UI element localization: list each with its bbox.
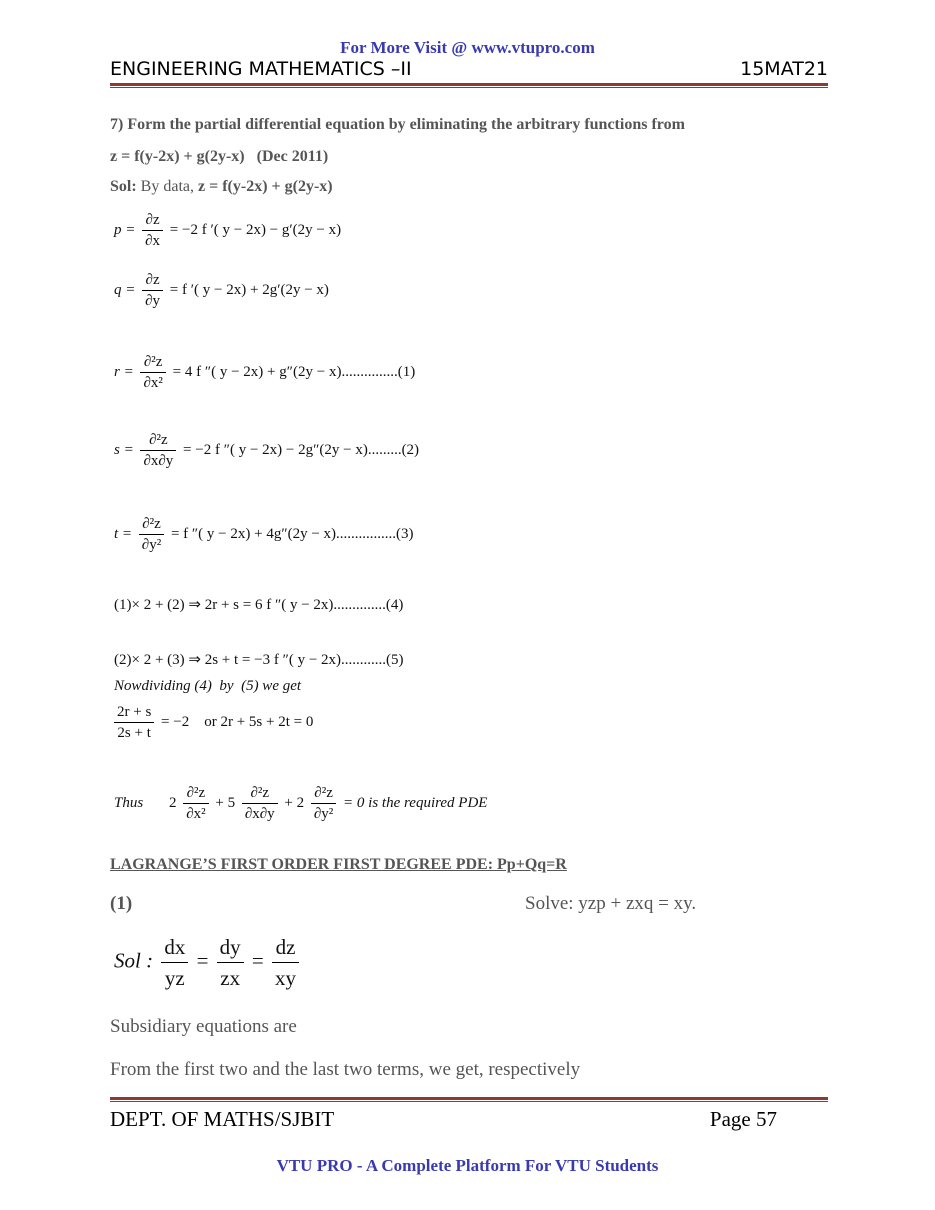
thus-den-1: ∂x²	[186, 806, 206, 822]
eq-s-frac	[140, 430, 176, 471]
example-number: (1)	[110, 893, 133, 914]
eq-p-den: ∂x	[145, 233, 161, 249]
eq-q-den: ∂y	[145, 293, 161, 309]
sol-text: By data,	[136, 178, 198, 195]
sol-label: Sol:	[110, 178, 137, 195]
thus-coef-2: + 5	[215, 794, 236, 811]
thus-frac-1	[183, 783, 208, 824]
footer-page-number: Page 57	[709, 1107, 777, 1131]
lagrange-section-title: LAGRANGE’S FIRST ORDER FIRST DEGREE PDE: Pp+Qq=R	[110, 856, 567, 873]
top-link[interactable]: For More Visit @ www.vtupro.com	[340, 38, 595, 57]
eq-r-lhs: r =	[114, 363, 134, 380]
thus-num-2: ∂²z	[242, 783, 278, 804]
eq-q-lhs: q =	[114, 281, 136, 298]
thus-frac-3	[311, 783, 336, 824]
subsidiary-eq	[114, 932, 302, 993]
eq-r-den: ∂x²	[143, 375, 163, 391]
sub-num-1: dx	[161, 932, 188, 963]
sub-den-2: zx	[220, 966, 241, 990]
eq-ratio	[114, 702, 313, 743]
eq-t	[114, 514, 414, 555]
eq-t-lhs: t =	[114, 525, 133, 542]
sub-den-1: yz	[164, 966, 185, 990]
eq-s	[114, 430, 419, 471]
thus-coef-1: 2	[168, 794, 177, 811]
eq-s-num: ∂²z	[140, 430, 176, 451]
footer-rule	[110, 1097, 828, 1102]
problem-statement: 7) Form the partial differential equation by eliminating the arbitrary functions from	[110, 116, 685, 133]
eq-s-lhs: s =	[114, 441, 134, 458]
solution-intro	[110, 178, 333, 196]
problem-function: z = f(y-2x) + g(2y-x) (Dec 2011)	[110, 148, 329, 165]
sub-eq-2: =	[251, 948, 264, 973]
eq-r	[114, 352, 415, 393]
sub-frac-1	[161, 932, 188, 993]
sub-eq-1: =	[196, 948, 209, 973]
sub-frac-2	[217, 932, 244, 993]
example-question: Solve: yzp + zxq = xy.	[525, 893, 697, 914]
thus-num-3: ∂²z	[311, 783, 336, 804]
thus-frac-2	[242, 783, 278, 824]
sub-den-3: xy	[275, 966, 297, 990]
eq-q-frac	[142, 270, 163, 311]
header-title: ENGINEERING MATHEMATICS –II	[110, 58, 412, 80]
eq-r-frac	[140, 352, 165, 393]
eq-t-frac	[139, 514, 164, 555]
header-rule	[110, 83, 828, 88]
eq-r-num: ∂²z	[140, 352, 165, 373]
header-code: 15MAT21	[740, 58, 828, 80]
sub-num-3: dz	[272, 932, 299, 963]
ratio-frac	[114, 702, 154, 743]
ratio-rhs: = −2 or 2r + 5s + 2t = 0	[161, 713, 314, 730]
thus-rhs: = 0 is the required PDE	[343, 794, 488, 811]
terms-text: From the first two and the last two terms, we get, respectively	[110, 1059, 581, 1080]
footer-dept: DEPT. OF MATHS/SJBIT	[110, 1107, 335, 1131]
eq-p	[114, 210, 341, 251]
thus-num-1: ∂²z	[183, 783, 208, 804]
eq-p-lhs: p =	[114, 221, 136, 238]
footer-link[interactable]: VTU PRO - A Complete Platform For VTU Students	[276, 1156, 659, 1175]
eq-p-frac	[142, 210, 163, 251]
dividing-note: Nowdividing (4) by (5) we get	[114, 678, 302, 694]
eq-5: (2)× 2 + (3) ⇒ 2s + t = −3 f ″( y − 2x)............(5)	[114, 652, 404, 668]
eq-p-num: ∂z	[142, 210, 163, 231]
eq-t-rhs: = f ″( y − 2x) + 4g″(2y − x)................(3)	[170, 525, 414, 542]
ratio-den: 2s + t	[117, 725, 151, 741]
sub-num-2: dy	[217, 932, 244, 963]
eq-q-rhs: = f ′( y − 2x) + 2g′(2y − x)	[169, 281, 329, 298]
thus-coef-3: + 2	[284, 794, 305, 811]
sub-frac-3	[272, 932, 299, 993]
eq-t-num: ∂²z	[139, 514, 164, 535]
sol-lhs: Sol :	[114, 948, 154, 973]
sol-eq: z = f(y-2x) + g(2y-x)	[198, 178, 333, 195]
eq-q-num: ∂z	[142, 270, 163, 291]
eq-thus	[114, 783, 487, 824]
eq-r-rhs: = 4 f ″( y − 2x) + g″(2y − x)...............(1)	[172, 363, 416, 380]
thus-den-2: ∂x∂y	[244, 806, 275, 822]
ratio-num: 2r + s	[114, 702, 154, 723]
eq-4: (1)× 2 + (2) ⇒ 2r + s = 6 f ″( y − 2x)..............(4)	[114, 597, 404, 613]
thus-label: Thus	[114, 794, 144, 811]
thus-den-3: ∂y²	[313, 806, 334, 822]
eq-t-den: ∂y²	[141, 537, 162, 553]
subsidiary-text: Subsidiary equations are	[110, 1016, 297, 1037]
eq-s-den: ∂x∂y	[143, 453, 174, 469]
eq-q	[114, 270, 329, 311]
eq-s-rhs: = −2 f ″( y − 2x) − 2g″(2y − x).........(2)	[183, 441, 420, 458]
eq-p-rhs: = −2 f ′( y − 2x) − g′(2y − x)	[169, 221, 342, 238]
